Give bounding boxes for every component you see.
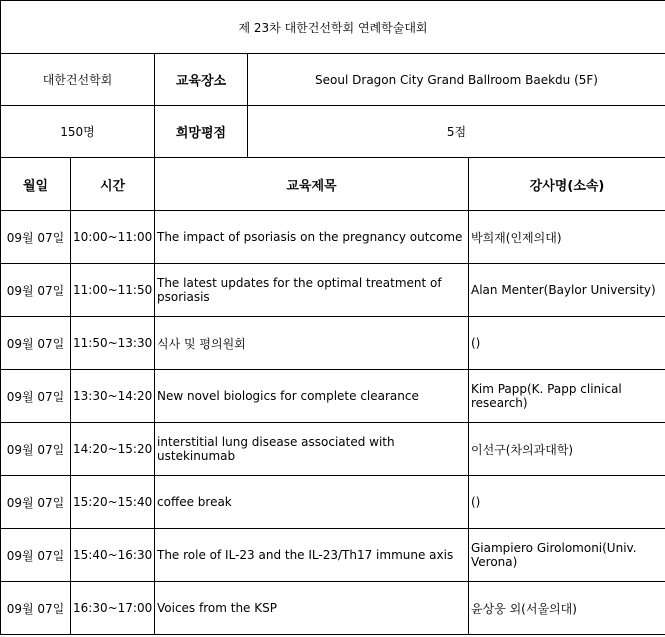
session-date: 09월 07일 xyxy=(1,423,71,476)
session-date: 09월 07일 xyxy=(1,317,71,370)
session-speaker: Alan Menter(Baylor University) xyxy=(469,264,665,317)
session-speaker: 이선구(차의과대학) xyxy=(469,423,665,476)
session-speaker: Kim Papp(K. Papp clinical research) xyxy=(469,370,665,423)
session-row xyxy=(1,370,665,423)
session-date: 09월 07일 xyxy=(1,529,71,582)
session-row xyxy=(1,264,665,317)
header-date: 월일 xyxy=(1,158,71,211)
session-speaker: () xyxy=(469,476,665,529)
header-speaker: 강사명(소속) xyxy=(469,158,665,211)
session-speaker: 박희재(인제의대) xyxy=(469,211,665,264)
session-date: 09월 07일 xyxy=(1,476,71,529)
session-row xyxy=(1,582,665,635)
organizer: 대한건선학회 xyxy=(1,54,155,106)
header-topic: 교육제목 xyxy=(155,158,469,211)
session-row xyxy=(1,423,665,476)
header-time: 시간 xyxy=(71,158,155,211)
event-title: 제 23차 대한건선학회 연례학술대회 xyxy=(1,1,665,54)
session-time: 15:20~15:40 xyxy=(71,476,155,529)
session-topic: 식사 및 평의원회 xyxy=(155,317,469,370)
session-date: 09월 07일 xyxy=(1,264,71,317)
session-topic: The impact of psoriasis on the pregnancy outcome xyxy=(155,211,469,264)
session-speaker: () xyxy=(469,317,665,370)
place-value: Seoul Dragon City Grand Ballroom Baekdu (5F) xyxy=(248,54,665,106)
session-speaker: Giampiero Girolomoni(Univ. Verona) xyxy=(469,529,665,582)
session-time: 15:40~16:30 xyxy=(71,529,155,582)
session-topic: coffee break xyxy=(155,476,469,529)
session-time: 11:00~11:50 xyxy=(71,264,155,317)
session-topic: Voices from the KSP xyxy=(155,582,469,635)
session-speaker: 윤상웅 외(서울의대) xyxy=(469,582,665,635)
session-time: 14:20~15:20 xyxy=(71,423,155,476)
session-row xyxy=(1,317,665,370)
place-label: 교육장소 xyxy=(155,54,248,106)
session-date: 09월 07일 xyxy=(1,211,71,264)
session-topic: The latest updates for the optimal treatment of psoriasis xyxy=(155,264,469,317)
session-topic: interstitial lung disease associated with ustekinumab xyxy=(155,423,469,476)
session-row xyxy=(1,529,665,582)
session-time: 11:50~13:30 xyxy=(71,317,155,370)
session-topic: New novel biologics for complete clearance xyxy=(155,370,469,423)
score-value: 5점 xyxy=(248,106,665,158)
session-time: 10:00~11:00 xyxy=(71,211,155,264)
session-time: 13:30~14:20 xyxy=(71,370,155,423)
session-row xyxy=(1,476,665,529)
attendee-count: 150명 xyxy=(1,106,155,158)
score-label: 희망평점 xyxy=(155,106,248,158)
session-time: 16:30~17:00 xyxy=(71,582,155,635)
session-row xyxy=(1,211,665,264)
session-date: 09월 07일 xyxy=(1,370,71,423)
session-topic: The role of IL-23 and the IL-23/Th17 immune axis xyxy=(155,529,469,582)
session-date: 09월 07일 xyxy=(1,582,71,635)
